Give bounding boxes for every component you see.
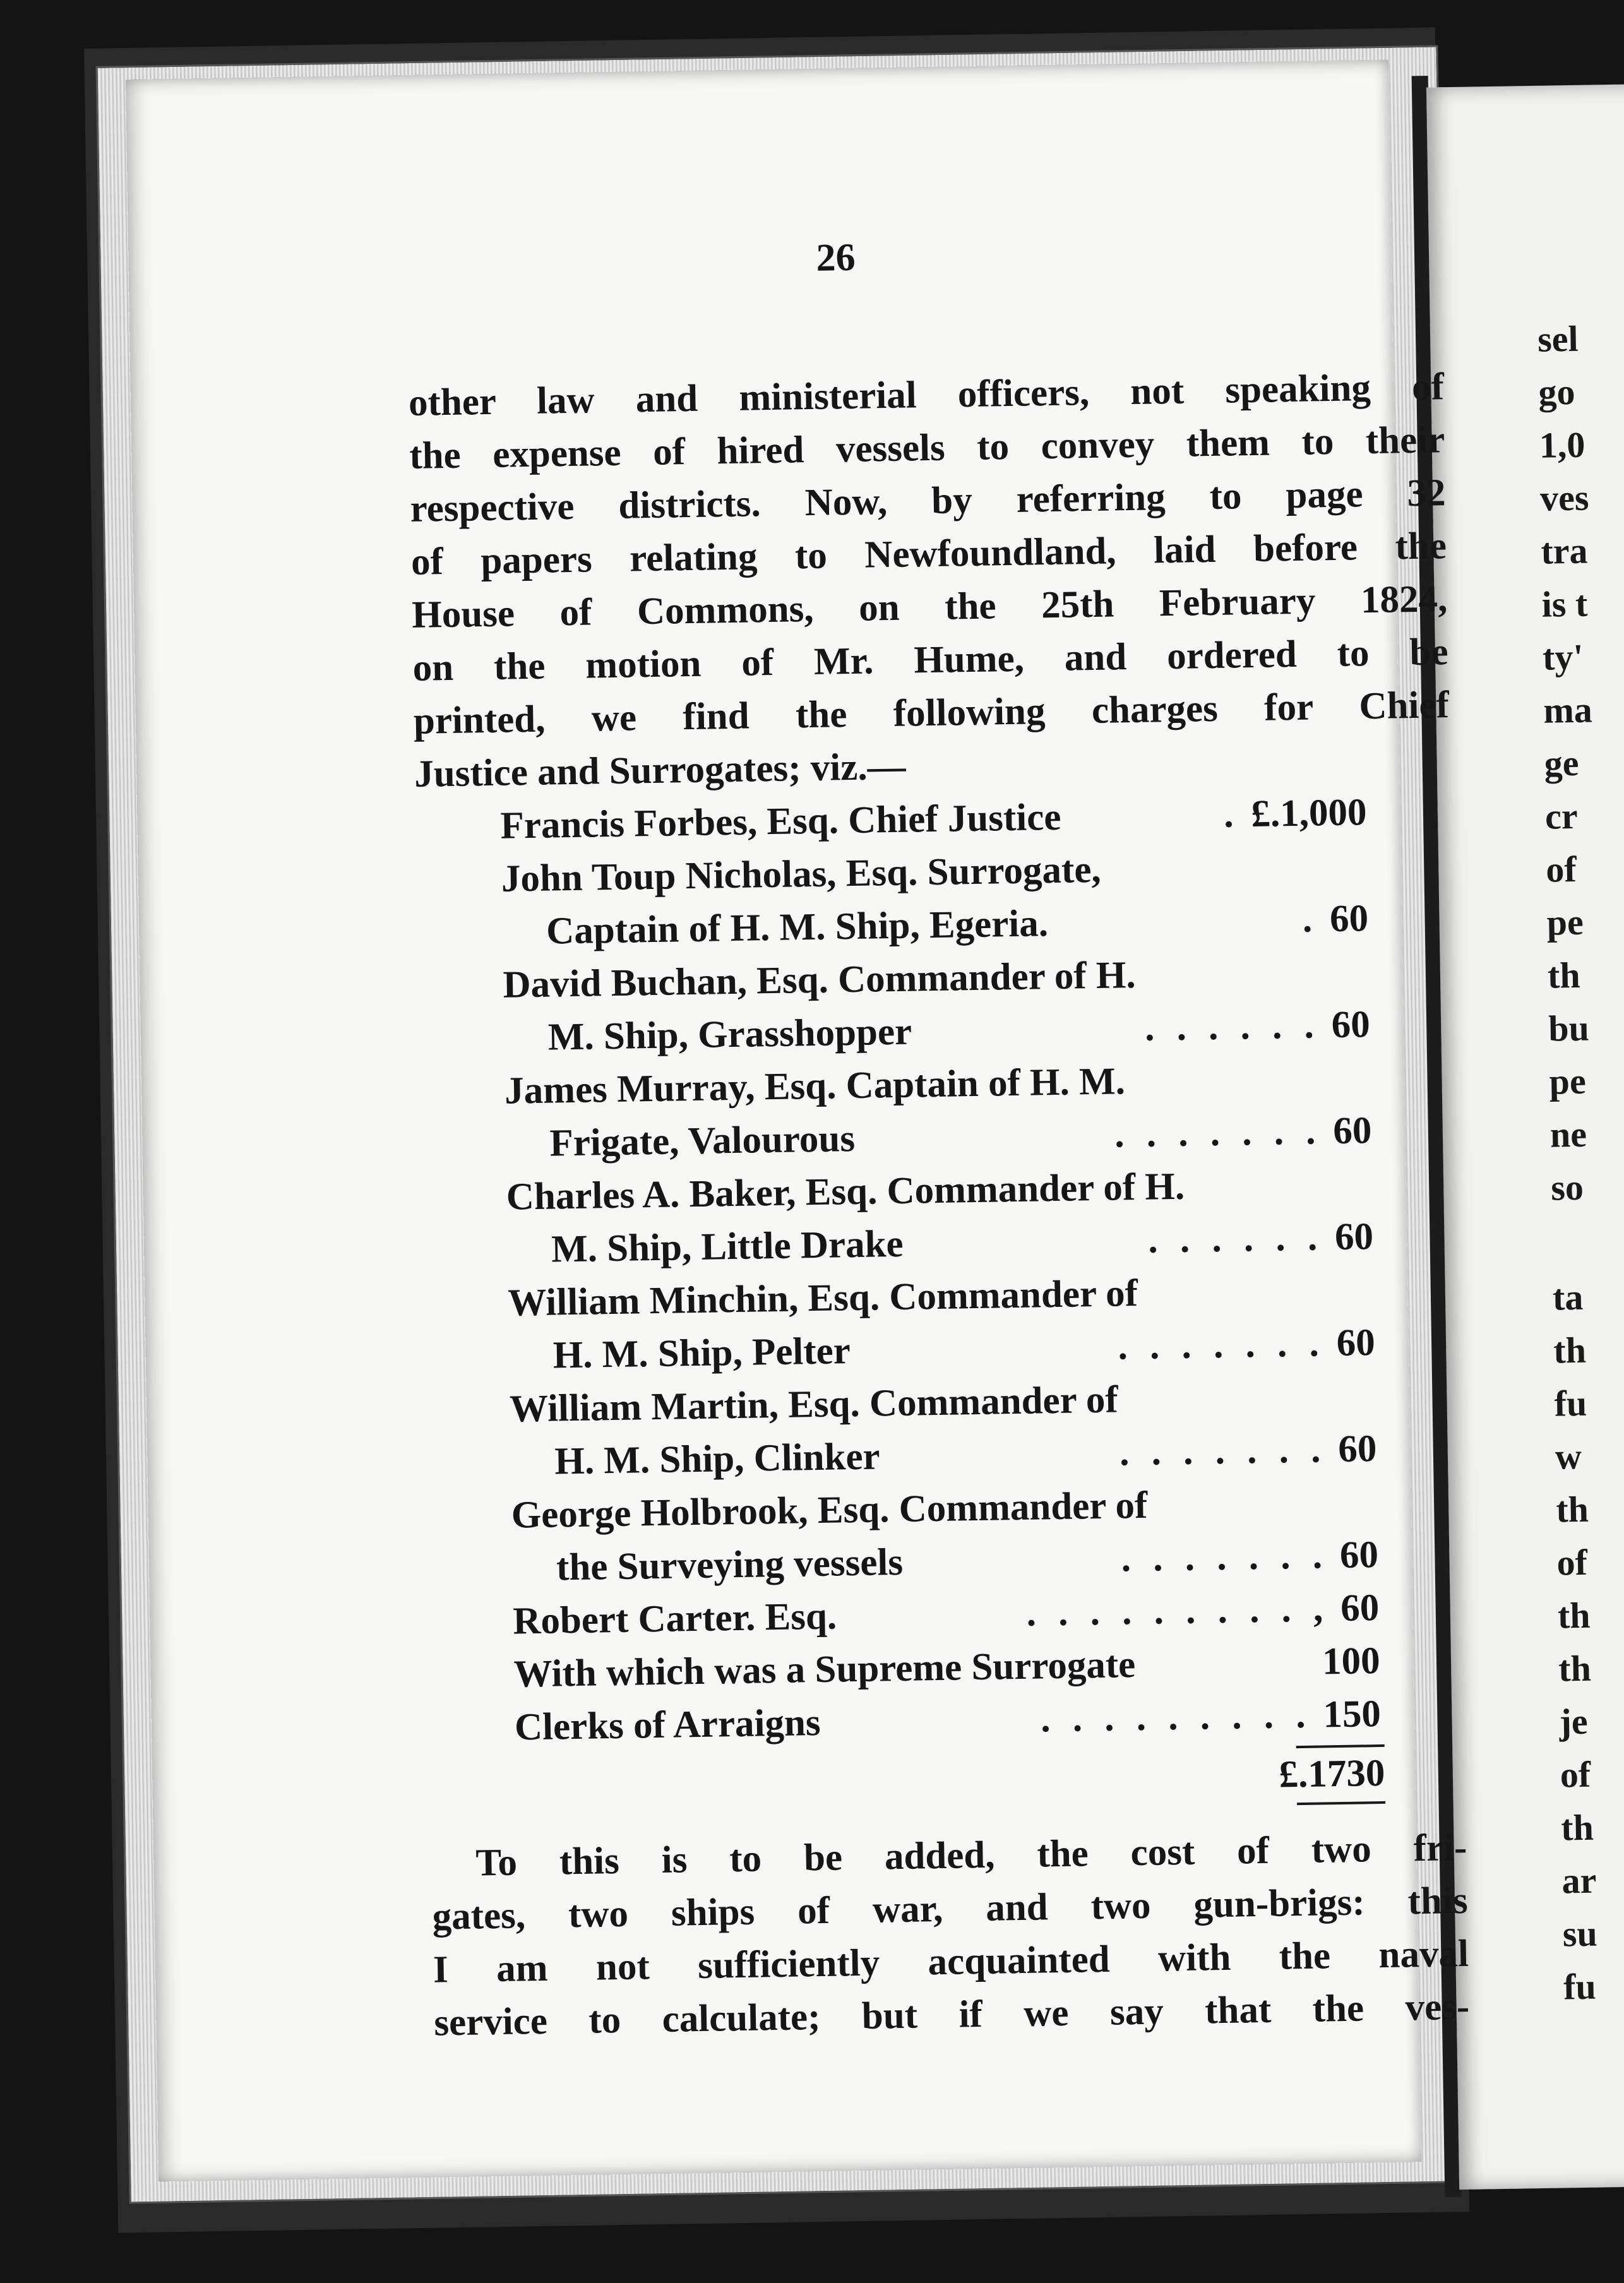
text-line: To this is to be added, the cost of two fri- [475, 1826, 1467, 1885]
facing-line-fragment: w [1555, 1435, 1582, 1477]
leader-dots: . . . . . . . . . [1040, 1693, 1312, 1741]
facing-line-fragment: is t [1541, 583, 1588, 625]
facing-line-fragment: th [1555, 1488, 1589, 1530]
text-line: on the motion of Mr. Hume, and ordered to be [412, 631, 1448, 689]
facing-line-fragment: pe [1549, 1060, 1587, 1102]
facing-line-fragment: of [1560, 1753, 1591, 1796]
charge-name: Captain of H. M. Ship, Egeria. [546, 902, 1049, 953]
facing-line-fragment: of [1545, 848, 1577, 890]
text-line: service to calculate; but if we say that the ves- [433, 1985, 1470, 2044]
leader-dots: . . . . . . [1144, 1004, 1321, 1049]
charge-name: H. M. Ship, Pelter [552, 1330, 851, 1377]
text-line: House of Commons, on the 25th February 1824, [411, 578, 1448, 636]
facing-line-fragment: th [1560, 1806, 1594, 1849]
charge-entry [506, 1157, 1373, 1277]
text-line: Justice and Surrogates; viz.— [414, 745, 907, 796]
text-line: of papers relating to Newfoundland, laid before the [410, 525, 1447, 583]
charge-amount: 60 [1339, 1534, 1379, 1577]
charge-name: George Holbrook, Esq. Commander of [511, 1484, 1148, 1537]
leader-dots: . . . . . . [1147, 1216, 1324, 1261]
charge-name: Charles A. Baker, Esq. Commander of H. [506, 1165, 1185, 1219]
charge-amount: 60 [1329, 897, 1369, 941]
charge-name: Robert Carter. Esq. [512, 1595, 837, 1643]
facing-line-fragment: pe [1546, 901, 1584, 943]
page-text [408, 361, 1469, 2049]
facing-line-fragment: ma [1543, 689, 1593, 731]
charge-amount: 60 [1337, 1428, 1377, 1471]
facing-line-fragment: ves [1539, 477, 1589, 519]
charge-name: M. Ship, Little Drake [551, 1222, 904, 1271]
facing-line-fragment: tra [1540, 530, 1589, 572]
facing-line-fragment: cr [1544, 795, 1579, 837]
charge-amount: 60 [1331, 1003, 1371, 1047]
facing-line-fragment: 1,0 [1539, 424, 1585, 466]
charge-amount: 60 [1332, 1109, 1372, 1153]
text-line: other law and ministerial officers, not speaking of [408, 366, 1445, 424]
facing-line-fragment: ty' [1542, 636, 1584, 678]
leader-dots: . . . . . . . . . , [1026, 1587, 1330, 1635]
charge-name: David Buchan, Esq. Commander of H. [503, 953, 1137, 1006]
facing-line-fragment: ar [1561, 1859, 1597, 1902]
text-line: respective districts. Now, by referring to page 32 [410, 472, 1447, 530]
leader-dots: . . . . . . . [1117, 1322, 1326, 1368]
charge-amount: 150 [1322, 1693, 1382, 1736]
facing-line-fragment: sel [1537, 318, 1579, 360]
charge-entry [503, 945, 1370, 1065]
facing-line-fragment: fu [1554, 1382, 1587, 1424]
text-line: gates, two ships of war, and two gun-brigs: this [432, 1879, 1469, 1938]
page-number: 26 [816, 235, 856, 280]
facing-line-fragment: so [1550, 1166, 1584, 1208]
text-line: I am not sufficiently acquainted with the naval [433, 1932, 1469, 1991]
charge-name: With which was a Supreme Surrogate [513, 1643, 1136, 1696]
leader-dots: . . . . . . . [1119, 1428, 1327, 1474]
text-line: printed, we find the following charges for Chief [413, 684, 1450, 742]
charge-entry [508, 1263, 1375, 1383]
facing-line-fragment: go [1537, 371, 1575, 413]
facing-line-fragment: bu [1548, 1007, 1590, 1049]
facing-line-fragment: je [1559, 1700, 1589, 1743]
charge-name: James Murray, Esq. Captain of H. M. [504, 1060, 1126, 1112]
charge-name: M. Ship, Grasshopper [547, 1010, 912, 1059]
leader-dots [1135, 1674, 1322, 1677]
charge-name: Clerks of Arraigns [514, 1701, 821, 1749]
leader-dots: . . . . . . . [1114, 1110, 1322, 1156]
leader-dots: . [1302, 898, 1319, 941]
facing-line-fragment: th [1547, 954, 1581, 996]
charge-name: John Toup Nicholas, Esq. Surrogate, [501, 848, 1102, 900]
facing-line-fragment: th [1553, 1329, 1587, 1371]
charge-amount: 60 [1336, 1321, 1376, 1365]
charge-name: H. M. Ship, Clinker [554, 1435, 881, 1483]
charge-name: William Minchin, Esq. Commander of [507, 1272, 1138, 1325]
charge-name: Frigate, Valourous [549, 1117, 856, 1165]
facing-page-text [1537, 313, 1613, 2014]
charge-entry [501, 839, 1368, 959]
charge-name: William Martin, Esq. Commander of [509, 1378, 1119, 1431]
facing-line-fragment: su [1562, 1912, 1598, 1955]
facing-line-fragment: fu [1563, 1965, 1597, 2008]
leader-dots: . [1223, 793, 1240, 836]
opening-paragraph [408, 361, 1450, 801]
facing-page-gap [1551, 1213, 1601, 1271]
charge-name: the Surveying vessels [556, 1541, 904, 1589]
charge-amount: 60 [1340, 1587, 1380, 1630]
facing-line-fragment: ge [1544, 742, 1579, 784]
charge-name: Francis Forbes, Esq. Chief Justice [500, 796, 1061, 847]
sum-rule-bottom [1297, 1801, 1385, 1805]
facing-line-fragment: th [1558, 1647, 1592, 1690]
book-page [126, 59, 1470, 2181]
charge-amount: 60 [1334, 1215, 1374, 1259]
facing-line-fragment: ta [1552, 1276, 1584, 1318]
closing-paragraph [431, 1821, 1470, 2050]
charge-amount: 100 [1322, 1640, 1381, 1683]
facing-line-fragment: th [1557, 1594, 1591, 1636]
charges-list [500, 786, 1382, 1754]
charge-entry [511, 1475, 1378, 1595]
charge-amount: £.1,000 [1250, 791, 1367, 836]
facing-line-fragment: ne [1549, 1113, 1587, 1155]
charges-total: £.1730 [1279, 1751, 1385, 1796]
charge-entry [509, 1369, 1376, 1489]
leader-dots: . . . . . . . [1121, 1534, 1329, 1580]
charge-entry [505, 1051, 1372, 1171]
facing-line-fragment: of [1556, 1541, 1588, 1583]
text-line: the expense of hired vessels to convey them to their [409, 419, 1445, 477]
